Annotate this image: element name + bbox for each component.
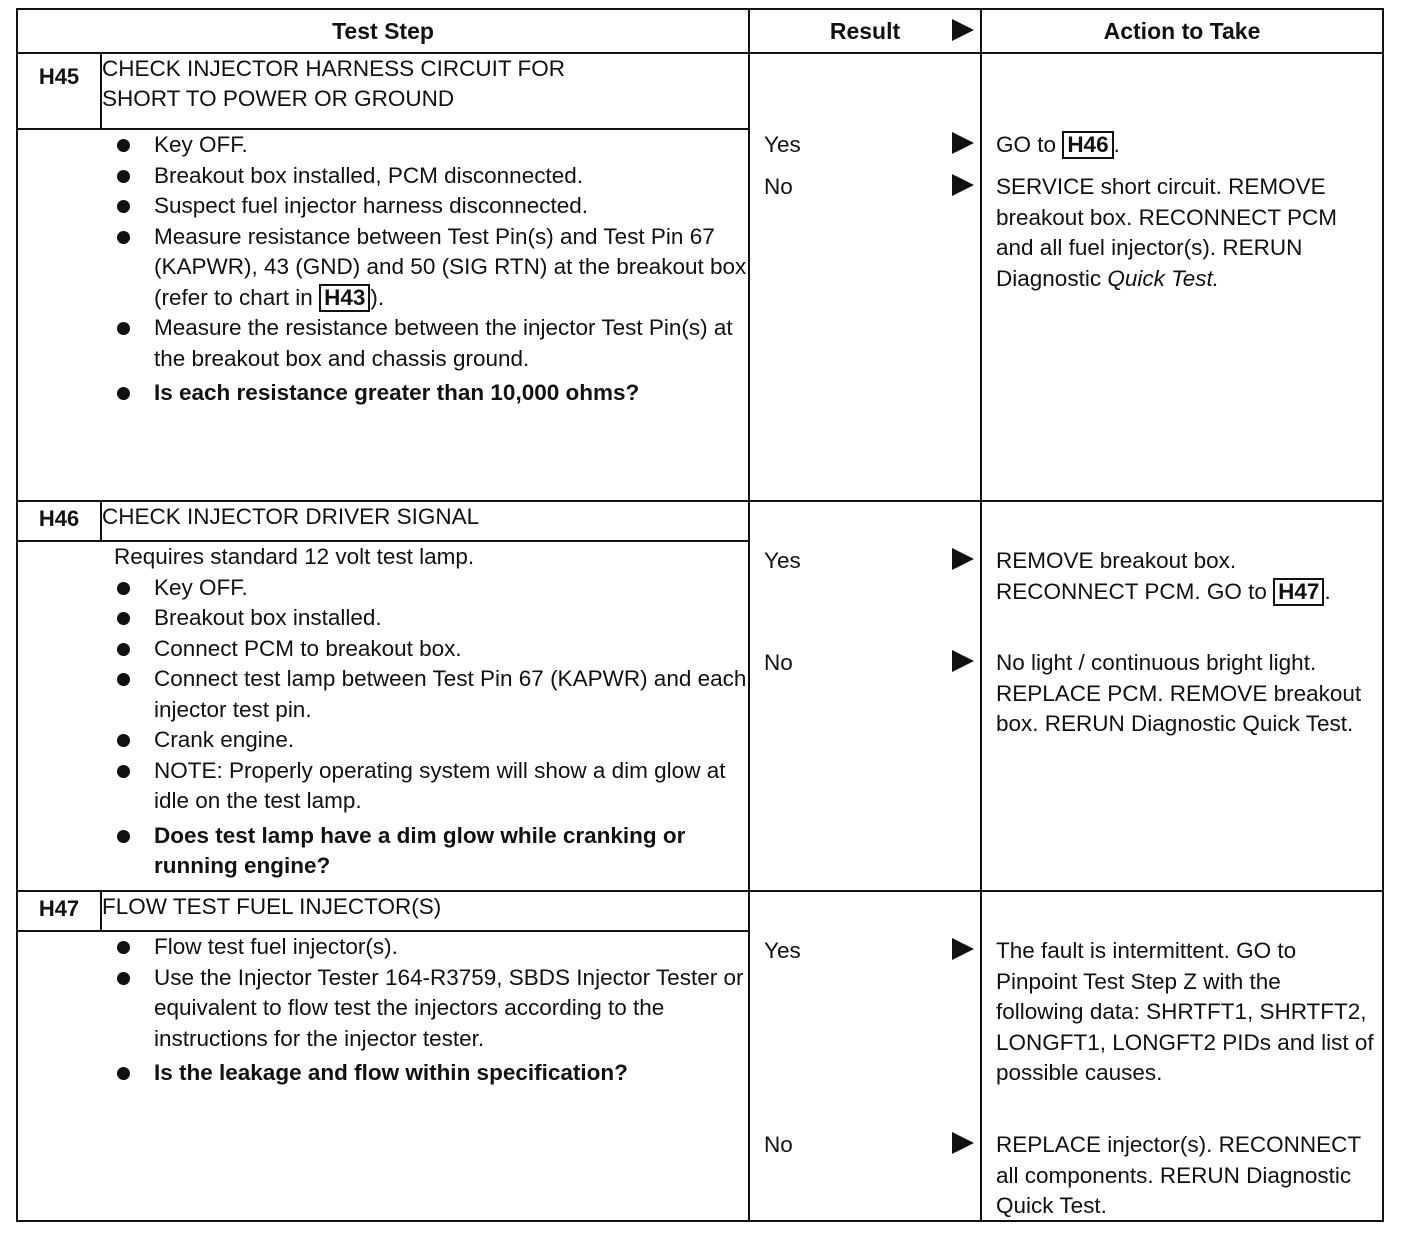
step-ref-h46: H46 [1062,131,1113,159]
step-intro: Requires standard 12 volt test lamp. [114,544,475,569]
pinpoint-test-table [16,8,1384,1222]
action-yes [996,130,1374,161]
list-item: NOTE: Properly operating system will show a dim glow at idle on the test lamp. [114,756,748,817]
header-result [749,9,981,53]
arrow-right-icon [952,19,974,41]
diagnostic-table-sheet [16,8,1382,1222]
action-suffix: . [1324,578,1331,604]
arrow-right-icon [952,1132,974,1154]
arrow-right-icon [952,174,974,196]
list-item: Key OFF. [114,573,748,604]
action-no: No light / continuous bright light. REPLACE PCM. REMOVE breakout box. RERUN Diagnostic Quick Test. [996,650,1362,736]
list-item: Breakout box installed. [114,603,748,634]
step-ref-h43: H43 [319,284,370,312]
result-yes: Yes [764,548,801,573]
step-h47-actions [981,891,1383,1221]
step-id: H45 [17,53,101,129]
result-no: No [764,174,793,199]
step-h45-actions [981,53,1383,501]
result-no: No [764,650,793,675]
step-question: Is the leakage and flow within specification? [114,1058,748,1089]
action-yes [996,546,1374,607]
action-text: GO to [996,132,1057,157]
action-yes: The fault is intermittent. GO to Pinpoint Test Step Z with the following data: SHRTFT1, SHRTFT2, LONGFT1, LONGFT2 PIDs and list of possible causes. [996,938,1374,1085]
step-title [101,501,749,541]
step-title-line: CHECK INJECTOR DRIVER SIGNAL [102,504,480,529]
arrow-right-icon [952,938,974,960]
step-title [101,53,749,129]
list-item [114,222,748,314]
action-no: REPLACE injector(s). RECONNECT all components. RERUN Diagnostic Quick Test. [996,1132,1361,1218]
list-item: Suspect fuel injector harness disconnected. [114,191,748,222]
action-text-italic: Quick Test. [1107,265,1220,291]
action-text: REMOVE breakout box. RECONNECT PCM. GO to [996,548,1267,604]
step-h45-body [17,129,749,501]
action-suffix: . [1113,132,1120,157]
arrow-right-icon [952,650,974,672]
step-h46-header-row [17,501,1383,541]
step-h46-results [749,501,981,891]
step-h46-actions [981,501,1383,891]
step-id: H47 [17,891,101,931]
step-h47-results [749,891,981,1221]
list-item: Connect PCM to breakout box. [114,634,748,665]
action-no [996,172,1374,294]
step-title-line: FLOW TEST FUEL INJECTOR(S) [102,894,442,919]
step-title-line: SHORT TO POWER OR GROUND [102,86,455,111]
list-item: Crank engine. [114,725,748,756]
list-item-text: Measure resistance between Test Pin(s) and Test Pin 67 (KAPWR), 43 (GND) and 50 (SIG RTN) at the breakout box (refer to chart in [154,223,747,310]
list-item: Measure the resistance between the injector Test Pin(s) at the breakout box and chassis ground. [114,313,748,374]
action-text: SERVICE short circuit. REMOVE breakout box. RECONNECT PCM and all fuel injector(s). RERUN Diagnostic [996,174,1337,291]
header-test-step: Test Step [17,9,749,53]
step-question: Is each resistance greater than 10,000 ohms? [114,378,748,409]
result-no: No [764,1132,793,1157]
step-h47-body [17,931,749,1221]
list-item: Connect test lamp between Test Pin 67 (KAPWR) and each injector test pin. [114,664,748,725]
result-yes: Yes [764,132,801,157]
arrow-right-icon [952,132,974,154]
step-ref-h47: H47 [1273,578,1324,606]
list-item: Breakout box installed, PCM disconnected. [114,161,748,192]
step-h45-results [749,53,981,501]
header-action: Action to Take [981,9,1383,53]
arrow-right-icon [952,548,974,570]
step-title-line: CHECK INJECTOR HARNESS CIRCUIT FOR [102,56,565,81]
step-h47-header-row [17,891,1383,931]
step-title [101,891,749,931]
step-h45-header-row [17,53,1383,129]
list-item: Use the Injector Tester 164-R3759, SBDS Injector Tester or equivalent to flow test the injectors according to the instructions for the injector tester. [114,963,748,1055]
header-result-label: Result [829,17,901,44]
list-item: Flow test fuel injector(s). [114,932,748,963]
step-question: Does test lamp have a dim glow while cranking or running engine? [114,821,748,882]
list-item-suffix: ). [370,284,385,310]
result-yes: Yes [764,938,801,963]
step-h46-body [17,541,749,891]
list-item: Key OFF. [114,130,748,161]
table-header-row [17,9,1383,53]
step-id: H46 [17,501,101,541]
